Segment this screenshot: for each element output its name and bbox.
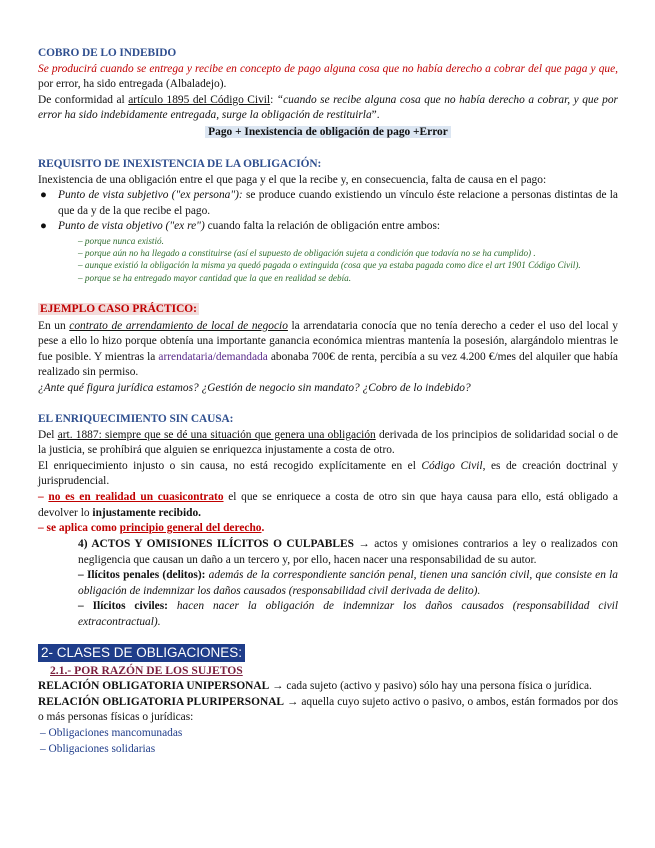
requisito-intro: Inexistencia de una obligación entre el que paga y el que la recibe y, en consecuencia, falta de causa en el pago:	[38, 173, 547, 186]
clases-subheading: 2.1.- POR RAZÓN DE LOS SUJETOS	[50, 663, 243, 677]
enriquecimiento-p1: Del art. 1887: siempre que se dé una situación que genera una obligación derivada de los principios de solidaridad social o de la justicia, se prohíbirá que alguien se enriquezca injustamente a costa de otro.	[38, 428, 619, 457]
clases-list	[38, 726, 618, 757]
cobro-quote: “cuando se recibe alguna cosa que no había derecho a cobrar, y que por error ha sido indebidamente entregada, surge la obligación de restituirla	[38, 93, 618, 122]
contrato-link: contrato de arrendamiento de local de negocio	[69, 319, 288, 332]
list-item: – Obligaciones mancomunadas	[40, 726, 183, 739]
cobro-formula: Pago + Inexistencia de obligación de pago +Error	[205, 126, 451, 138]
enriquecimiento-section	[38, 412, 618, 537]
ejemplo-section	[38, 302, 618, 397]
cobro-definition	[38, 62, 618, 93]
requisito-sub-4: – porque se ha entregado mayor cantidad que la que en realidad se debía.	[78, 272, 352, 283]
cobro-section	[38, 46, 618, 141]
clases-heading: 2- CLASES DE OBLIGACIONES:	[38, 644, 245, 662]
clases-section	[38, 644, 618, 757]
cobro-heading: COBRO DE LO INDEBIDO	[38, 47, 177, 59]
requisito-section	[38, 157, 618, 284]
arrendataria-term: arrendataria/demandada	[158, 350, 268, 363]
bullet-icon: ●	[40, 220, 47, 233]
relacion-unipersonal: RELACIÓN OBLIGATORIA UNIPERSONAL → cada sujeto (activo y pasivo) sólo hay una persona física o jurídica.	[38, 680, 592, 693]
ejemplo-heading: EJEMPLO CASO PRÁCTICO:	[40, 303, 197, 315]
requisito-sub-1: – porque nunca existió.	[78, 235, 164, 246]
actos-intro: 4) ACTOS Y OMISIONES ILÍCITOS O CULPABLES → actos y omisiones contrarios a ley o realizados con negligencia que causan un daño a un tercero y, por ello, hacen nacer una responsabilidad de su autor.	[78, 538, 618, 566]
requisito-heading: REQUISITO DE INEXISTENCIA DE LA OBLIGACIÓN:	[38, 158, 322, 170]
enriquecimiento-p2: El enriquecimiento injusto o sin causa, no está recogido explícitamente en el Código Civil, es de creación doctrinal y jurisprudencial.	[38, 459, 618, 488]
actos-civiles: – Ilícitos civiles: hacen nacer la obligación de indemnizar los daños causados (responsabilidad civil extracontractual).	[78, 600, 618, 628]
art-1887-link: art. 1887	[57, 428, 99, 441]
list-item: ● Punto de vista subjetivo ("ex persona"): se produce cuando existiendo un vínculo éste relacione a personas distintas de la que da y de la que recibe el pago.	[40, 189, 618, 217]
cobro-definition-red: Se producirá cuando se entrega y recibe en concepto de pago alguna cosa que no había derecho a cobrar del que paga y que,	[38, 62, 618, 75]
requisito-bullets	[38, 188, 618, 235]
list-item: – Obligaciones solidarias	[40, 742, 156, 755]
relacion-pluripersonal: RELACIÓN OBLIGATORIA PLURIPERSONAL → aquella cuyo sujeto activo o pasivo, o ambos, están formados por dos o más personas físicas o jurídicas:	[38, 695, 618, 724]
requisito-sub-3: – aunque existió la obligación la misma ya quedó pagada o extinguida (cosa que ya estaba pagada como dice el art 1901 Código Civil).	[78, 260, 581, 271]
cobro-definition-tail: por error, ha sido entregada (Albaladejo).	[38, 78, 227, 91]
actos-section	[78, 537, 618, 631]
actos-title: 4) ACTOS Y OMISIONES ILÍCITOS O CULPABLES	[78, 538, 354, 550]
cobro-formula-row	[38, 125, 618, 141]
enriquecimiento-heading: EL ENRIQUECIMIENTO SIN CAUSA:	[38, 413, 234, 425]
cobro-conformidad: De conformidad al artículo 1895 del Código Civil: “cuando se recibe alguna cosa que no había derecho a cobrar, y que por error ha sido indebidamente entregada, surge la obligación de restituirla”.	[38, 93, 618, 122]
ejemplo-question: ¿Ante qué figura jurídica estamos? ¿Gestión de negocio sin mandato? ¿Cobro de lo indebido?	[38, 381, 471, 394]
actos-penales: – Ilícitos penales (delitos): además de la correspondiente sanción penal, tienen una sanción civil, que consiste en la obligación de indemnizar los daños causados (responsabilidad civil derivada de delito).	[78, 569, 618, 597]
articulo-1895-link: artículo 1895 del Código Civil	[128, 93, 271, 106]
list-item: ● Punto de vista objetivo ("ex re") cuando falta la relación de obligación entre ambos:	[38, 219, 618, 235]
bullet-icon: ●	[40, 189, 47, 202]
ejemplo-paragraph: En un contrato de arrendamiento de local de negocio la arrendataria conocía que no tenía derecho a ceder el uso del local y pese a ello lo hizo porque obtenía una importante ganancia económica mientras mantenía la posesión, alargándolo mientras le fue posible. Y mientras la arrendataria/demandada abonaba 700€ de renta, percibía a su vez 4.200 €/mes del alquiler que había realizado sin permiso.	[38, 319, 618, 379]
enriquecimiento-p4: – se aplica como principio general del derecho.	[38, 522, 265, 535]
enriquecimiento-p3: – no es en realidad un cuasicontrato el que se enriquece a costa de otro sin que haya causa para ello, está obligado a devolver lo injustamente recibido.	[38, 490, 618, 519]
requisito-sub-2: – porque aún no ha llegado a constituirse (así el supuesto de obligación sujeta a condición que todavía no se ha cumplido) .	[78, 248, 536, 259]
